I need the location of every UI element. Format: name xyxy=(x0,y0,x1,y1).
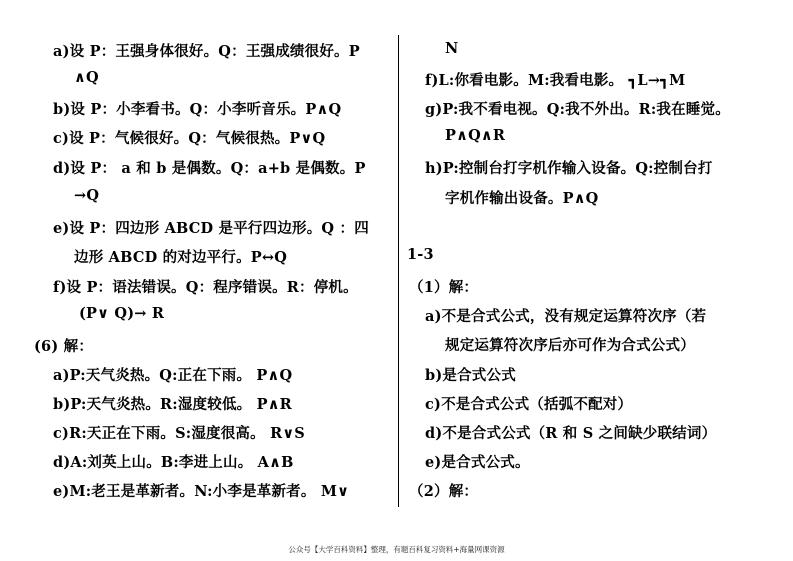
text-line-1a-p2: 规定运算符次序后亦可作为合式公式） xyxy=(445,337,695,354)
subsection-heading-1: （1）解： xyxy=(409,279,479,296)
text-line-6a: a)P:天气炎热。Q:正在下雨。 P∧Q xyxy=(53,367,293,384)
text-line-6f: f)L:你看电影。M:我看电影。 ┓L→┓M xyxy=(425,72,686,89)
text-line-a-p1: a)设 P：王强身体很好。Q：王强成绩很好。P xyxy=(53,43,360,60)
text-line-1d: d)不是合式公式（R 和 S 之间缺少联结词） xyxy=(425,425,717,442)
text-line-f-p2: (P∨ Q)→ R xyxy=(79,305,165,322)
subsection-heading-2: （2）解： xyxy=(409,483,479,500)
text-line-6g-p2: P∧Q∧R xyxy=(445,127,506,144)
section-heading-6: (6) 解： xyxy=(34,338,94,355)
text-line-1a-p1: a)不是合式公式，没有规定运算符次序（若 xyxy=(425,308,707,325)
text-line-b: b)设 P：小李看书。Q：小李听音乐。P∧Q xyxy=(53,101,342,118)
text-line-1b: b)是合式公式 xyxy=(425,367,516,384)
text-line-a-p2: ∧Q xyxy=(74,69,99,86)
text-line-6h-p1: h)P:控制台打字机作输入设备。Q:控制台打 xyxy=(425,160,713,177)
text-line-6h-p2: 字机作输出设备。P∧Q xyxy=(445,190,599,207)
text-line-e-p2: 边形 ABCD 的对边平行。P↔Q xyxy=(74,249,288,266)
text-line-6g-p1: g)P:我不看电视。Q:我不外出。R:我在睡觉。 xyxy=(425,101,730,118)
text-line-6c: c)R:天正在下雨。S:湿度很高。 R∨S xyxy=(53,425,305,442)
column-divider xyxy=(398,35,399,507)
text-line-f-p1: f)设 P：语法错误。Q：程序错误。R：停机。 xyxy=(53,279,358,296)
text-line-d-p2: →Q xyxy=(74,187,100,204)
text-line-6e: e)M:老王是革新者。N:小李是革新者。 M∨ xyxy=(53,483,350,500)
text-line-c: c)设 P：气候很好。Q：气候很热。P∨Q xyxy=(53,130,326,147)
text-line-6b: b)P:天气炎热。R:湿度较低。 P∧R xyxy=(53,396,292,413)
text-line-e-p1: e)设 P：四边形 ABCD 是平行四边形。Q ：四 xyxy=(53,220,369,237)
text-line-1c: c)不是合式公式（括弧不配对） xyxy=(425,396,633,413)
text-line-d-p1: d)设 P： a 和 b 是偶数。Q：a+b 是偶数。P xyxy=(53,160,366,177)
text-line-1e: e)是合式公式。 xyxy=(425,454,530,471)
section-heading-1-3: 1-3 xyxy=(407,246,434,263)
text-line-e-cont: N xyxy=(445,40,459,57)
page-footer: 公众号【大学百科资料】整理，有题百科复习资料+海量网课资源 xyxy=(288,545,505,554)
text-line-6d: d)A:刘英上山。B:李进上山。 A∧B xyxy=(53,454,294,471)
